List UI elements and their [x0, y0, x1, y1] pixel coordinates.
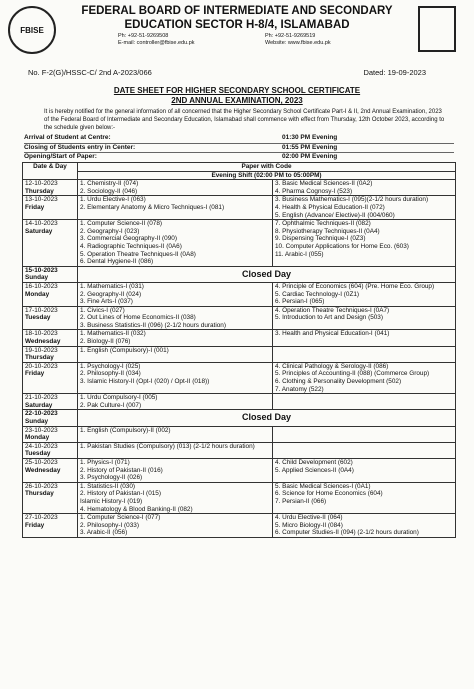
reference-number: No. F-2(G)/HSSC-C/ 2nd A-2023/066 [28, 68, 152, 77]
date-cell [23, 346, 78, 362]
closed-day: Closed Day [78, 266, 456, 282]
papers-left [78, 426, 273, 442]
paper: 1. Physics-I (071) [80, 458, 130, 466]
paper: 7. Persian-II (066) [275, 497, 327, 505]
date: 23-10-2023 [25, 426, 58, 434]
table-row [23, 266, 456, 282]
dated: Dated: 19-09-2023 [363, 68, 426, 77]
date: 15-10-2023 [25, 266, 58, 274]
paper: 4. Urdu Elective-II (064) [275, 514, 343, 522]
sheet-title [0, 86, 474, 106]
table-row [23, 220, 456, 267]
date-cell [23, 282, 78, 306]
certification-logo [418, 6, 456, 52]
paper: Islamic History-I (019) [80, 497, 143, 505]
paper: 2. Philosophy-I (033) [80, 521, 139, 529]
paper: 1. Urdu Compulsory-I (005) [80, 394, 158, 402]
papers-right [273, 426, 456, 442]
timing-label: Arrival of Student at Centre: [24, 134, 111, 141]
table-row [23, 330, 456, 346]
paper: 1. Urdu Elective-I (063) [80, 196, 146, 204]
org-title-line1: FEDERAL BOARD OF INTERMEDIATE AND SECONDARY [81, 5, 393, 17]
paper: 6. Persian-I (065) [275, 298, 325, 306]
papers-left [78, 180, 273, 196]
timing-value: 02:00 PM Evening [282, 153, 338, 160]
paper: 2. Geography-I (023) [80, 227, 140, 235]
papers-right [273, 394, 456, 410]
paper: 2. Philosophy-II (034) [80, 370, 141, 378]
papers-right [273, 196, 456, 220]
contact-right [265, 33, 331, 47]
day: Thursday [25, 187, 54, 195]
paper: 7. Ophthalmic Techniques-II (082) [275, 220, 371, 228]
paper: 5. Applied Sciences-II (0A4) [275, 466, 354, 474]
table-row [23, 282, 456, 306]
date: 18-10-2023 [25, 330, 58, 338]
timing-row [24, 144, 454, 154]
paper: 1. Mathematics-II (032) [80, 330, 146, 338]
phone-left: Ph: +92-51-9269508 [118, 33, 169, 39]
day: Wednesday [25, 466, 61, 474]
timing-label: Opening/Start of Paper: [24, 153, 97, 160]
paper: 11. Arabic-I (055) [275, 250, 324, 258]
papers-left [78, 514, 273, 538]
date: 12-10-2023 [25, 180, 58, 188]
date-cell [23, 180, 78, 196]
day: Saturday [25, 227, 53, 235]
table-row [23, 394, 456, 410]
paper: 3. Psychology-II (026) [80, 474, 143, 482]
date-cell [23, 362, 78, 393]
org-title-line2: EDUCATION SECTOR H-8/4, ISLAMABAD [124, 19, 350, 31]
paper: 6. Clothing & Personality Development (502) [275, 378, 402, 386]
day: Tuesday [25, 450, 51, 458]
email: E-mail: controller@fbise.edu.pk [118, 40, 195, 46]
date: 13-10-2023 [25, 196, 58, 204]
paper: 1. Pakistan Studies (Compulsory) (013) (2-1/2 hours duration) [80, 442, 255, 450]
day: Saturday [25, 401, 53, 409]
paper: 1. Computer Science-II (078) [80, 220, 163, 228]
date: 17-10-2023 [25, 306, 58, 314]
papers-left [78, 196, 273, 220]
paper: 5. Cardiac Technology-I (0Z1) [275, 290, 360, 298]
date-cell [23, 442, 78, 458]
paper: 4. Health & Physical Education-II (072) [275, 203, 385, 211]
paper: 5. Introduction to Art and Design (503) [275, 314, 383, 322]
papers-right [273, 482, 456, 513]
papers-right [273, 442, 456, 458]
table-row [23, 426, 456, 442]
paper: 2. Biology-II (076) [80, 338, 131, 346]
date-cell [23, 266, 78, 282]
paper: 6. Science for Home Economics (604) [275, 490, 383, 498]
paper: 1. Psychology-I (025) [80, 362, 141, 370]
col-shift: Evening Shift (02:00 PM to 05:00PM) [78, 171, 456, 180]
day: Monday [25, 290, 50, 298]
papers-left [78, 442, 273, 458]
date: 20-10-2023 [25, 362, 58, 370]
paper: 4. Clinical Pathology & Serology-II (086) [275, 362, 389, 370]
day: Thursday [25, 490, 54, 498]
papers-left [78, 330, 273, 346]
timing-row [24, 134, 454, 144]
date-cell [23, 220, 78, 267]
sheet-title-line1: DATE SHEET FOR HIGHER SECONDARY SCHOOL CERTIFICATE [113, 86, 361, 95]
papers-right [273, 346, 456, 362]
papers-left [78, 306, 273, 330]
closed-day: Closed Day [78, 410, 456, 426]
paper: 3. Islamic History-II (Opt-I (020) / Opt-II (018)) [80, 378, 210, 386]
paper: 3. Business Statistics-II (096) (2-1/2 hours duration) [80, 321, 226, 329]
paper: 4. Operation Theatre Techniques-I (0A7) [275, 306, 390, 314]
paper: 4. Child Development (602) [275, 458, 353, 466]
paper: 2. History of Pakistan-II (016) [80, 466, 163, 474]
paper: 2. Sociology-II (046) [80, 187, 138, 195]
papers-right [273, 282, 456, 306]
paper: 4. Hematology & Blood Banking-II (082) [80, 505, 193, 513]
date: 22-10-2023 [25, 410, 58, 418]
date-cell [23, 514, 78, 538]
paper: 3. Health and Physical Education-I (041) [275, 330, 390, 338]
timings [24, 134, 454, 163]
schedule-table [22, 162, 456, 538]
date-cell [23, 410, 78, 426]
timing-label: Closing of Students entry in Center: [24, 143, 136, 151]
org-title [62, 4, 412, 32]
date: 27-10-2023 [25, 514, 58, 522]
papers-right [273, 514, 456, 538]
paper: 2. Elementary Anatomy & Micro Techniques-I (081) [80, 203, 225, 211]
paper: 6. Dental Hygiene-II (086) [80, 258, 154, 266]
paper: 5. English (Advance/ Elective)-II (004/060) [275, 211, 395, 219]
day: Tuesday [25, 314, 51, 322]
website: Website: www.fbise.edu.pk [265, 40, 331, 46]
table-row [23, 442, 456, 458]
date: 19-10-2023 [25, 346, 58, 354]
day: Thursday [25, 354, 54, 362]
paper: 4. Radiographic Techniques-II (0A6) [80, 242, 182, 250]
paper: 5. Micro Biology-II (084) [275, 521, 343, 529]
table-row [23, 306, 456, 330]
table-row [23, 346, 456, 362]
papers-left [78, 346, 273, 362]
paper: 3. Business Mathematics-I (095)(2-1/2 hours duration) [275, 196, 429, 204]
date: 16-10-2023 [25, 282, 58, 290]
paper: 3. Commercial Geography-II (090) [80, 235, 177, 243]
date-cell [23, 330, 78, 346]
table-row [23, 458, 456, 482]
paper: 1. English (Compulsory)-II (002) [80, 426, 171, 434]
day: Sunday [25, 274, 49, 282]
notice-text: It is hereby notified for the general information of all concerned that the Higher Secondary School Certificate Part-I & II, 2nd Annual Examination, 2023 of the Federal Board of Intermediate and Secondary Education, Islamabad shall commence with effect from Thursday, 12th October 2023, according to the schedule given below:- [44, 109, 445, 131]
paper: 8. Physiotherapy Techniques-II (0A4) [275, 227, 380, 235]
col-date-day: Date & Day [23, 163, 78, 180]
table-row [23, 410, 456, 426]
papers-right [273, 180, 456, 196]
date: 24-10-2023 [25, 442, 58, 450]
paper: 1. English (Compulsory)-I (001) [80, 346, 169, 354]
table-row [23, 482, 456, 513]
date-cell [23, 482, 78, 513]
paper: 3. Fine Arts-I (037) [80, 298, 133, 306]
papers-left [78, 394, 273, 410]
paper: 2. Out Lines of Home Economics-II (038) [80, 314, 196, 322]
sheet-title-line2: 2ND ANNUAL EXAMINATION, 2023 [171, 96, 303, 105]
day: Friday [25, 203, 45, 211]
papers-right [273, 220, 456, 267]
papers-right [273, 306, 456, 330]
paper: 4. Principle of Economics (604) (Pre. Home Eco. Group) [275, 282, 435, 290]
day: Sunday [25, 418, 49, 425]
paper: 2. Pak Culture-I (007) [80, 401, 142, 409]
paper: 2. Geography-II (024) [80, 290, 142, 298]
date: 14-10-2023 [25, 220, 58, 228]
paper: 5. Principles of Accounting-II (088) (Commerce Group) [275, 370, 430, 378]
paper: 3. Arabic-II (056) [80, 529, 128, 537]
paper: 4. Pharma Cognosy-I (523) [275, 187, 353, 195]
table-row [23, 514, 456, 538]
paper: 6. Computer Studies-II (094) (2-1/2 hours duration) [275, 529, 419, 537]
paper: 1. Mathematics-I (031) [80, 282, 144, 290]
day: Monday [25, 434, 50, 442]
paper: 7. Anatomy (522) [275, 385, 324, 393]
paper: 9. Dispensing Technique-I (0Z3) [275, 235, 366, 243]
paper: 1. Computer Science-I (077) [80, 514, 161, 522]
papers-left [78, 482, 273, 513]
contact-left [118, 33, 195, 47]
day: Friday [25, 521, 45, 529]
papers-left [78, 458, 273, 482]
table-row [23, 180, 456, 196]
date-cell [23, 196, 78, 220]
paper: 1. Chemistry-II (074) [80, 180, 139, 188]
header [0, 0, 474, 62]
paper: 1. Statistics-II (030) [80, 482, 136, 490]
phone-right: Ph: +92-51-9269519 [265, 33, 316, 39]
papers-left [78, 220, 273, 267]
papers-right [273, 362, 456, 393]
date: 26-10-2023 [25, 482, 58, 490]
paper: 5. Operation Theatre Techniques-II (0A8) [80, 250, 196, 258]
timing-value: 01:55 PM Evening [282, 143, 338, 151]
day: Wednesday [25, 338, 61, 346]
paper: 2. History of Pakistan-I (015) [80, 490, 161, 498]
paper: 10. Computer Applications for Home Eco. (603) [275, 242, 409, 250]
paper: 1. Civics-I (027) [80, 306, 125, 314]
papers-right [273, 458, 456, 482]
date-cell [23, 306, 78, 330]
papers-left [78, 362, 273, 393]
day: Friday [25, 370, 45, 378]
date: 21-10-2023 [25, 394, 58, 402]
date-cell [23, 458, 78, 482]
date-cell [23, 394, 78, 410]
col-paper: Paper with Code [78, 163, 456, 172]
date: 25-10-2023 [25, 458, 58, 466]
date-cell [23, 426, 78, 442]
table-row [23, 196, 456, 220]
timing-value: 01:30 PM Evening [282, 134, 338, 141]
paper: 3. Basic Medical Sciences-II (0A2) [275, 180, 373, 188]
papers-left [78, 282, 273, 306]
table-row [23, 362, 456, 393]
fbise-logo: FBISE [8, 6, 56, 54]
paper: 5. Basic Medical Sciences-I (0A1) [275, 482, 371, 490]
papers-right [273, 330, 456, 346]
